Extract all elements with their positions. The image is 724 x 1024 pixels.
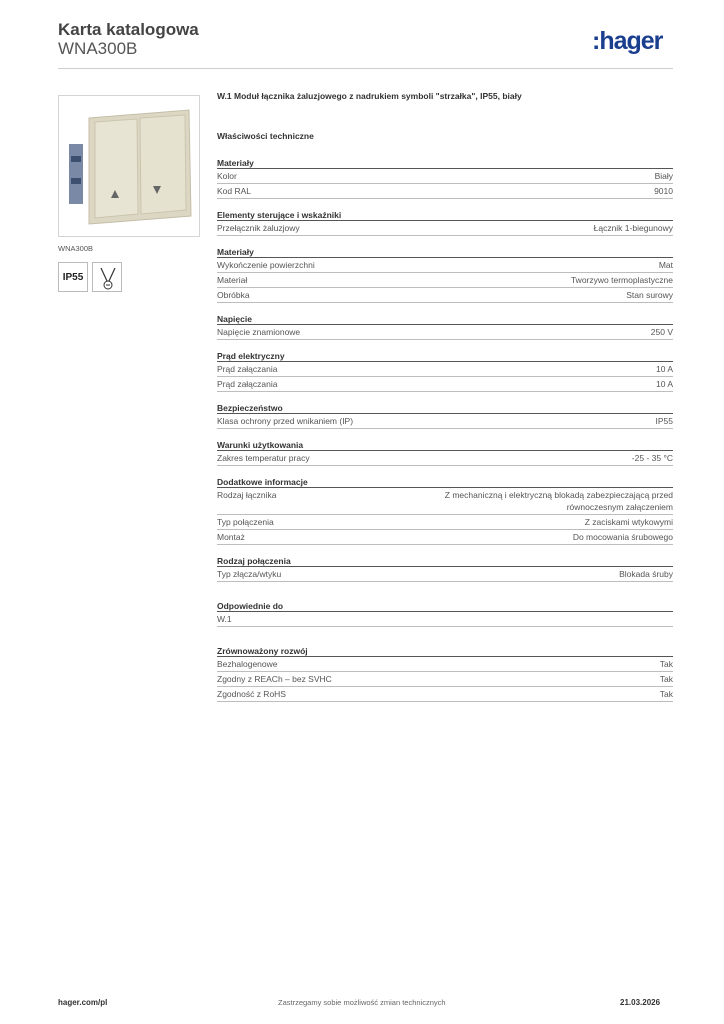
spec-label: Montaż bbox=[217, 532, 245, 542]
spec-group bbox=[217, 313, 673, 340]
spec-group bbox=[217, 600, 673, 627]
spec-row bbox=[217, 451, 673, 466]
spec-value: Do mocowania śrubowego bbox=[572, 532, 673, 542]
spec-group bbox=[217, 209, 673, 236]
document-title: Karta katalogowa bbox=[58, 20, 199, 39]
spec-group bbox=[217, 555, 673, 582]
spec-row bbox=[217, 221, 673, 236]
spec-group-title: Rodzaj połączenia bbox=[217, 555, 673, 567]
product-code: WNA300B bbox=[58, 39, 138, 58]
spec-label: Zgodność z RoHS bbox=[217, 689, 286, 699]
footer-website: hager.com/pl bbox=[58, 998, 108, 1007]
spec-group bbox=[217, 157, 673, 199]
product-image bbox=[58, 95, 200, 237]
spec-group-title: Elementy sterujące i wskaźniki bbox=[217, 209, 673, 221]
spec-value: IP55 bbox=[655, 416, 673, 426]
spec-row bbox=[217, 258, 673, 273]
spec-value: 10 A bbox=[655, 379, 673, 389]
spec-group-title: Prąd elektryczny bbox=[217, 350, 673, 362]
product-description: W.1 Moduł łącznika żaluzjowego z nadrukiem symboli "strzałka", IP55, biały bbox=[217, 91, 522, 101]
spec-row bbox=[217, 362, 673, 377]
spec-label: Prąd załączania bbox=[217, 364, 278, 374]
spec-value: Mat bbox=[658, 260, 673, 270]
spec-row bbox=[217, 515, 673, 530]
spec-group-title: Napięcie bbox=[217, 313, 673, 325]
spec-value: Łącznik 1-biegunowy bbox=[593, 223, 673, 233]
spec-row bbox=[217, 672, 673, 687]
spec-value: Z mechaniczną i elektryczną blokadą zabezpieczającą przed równoczesnym załączeniem bbox=[444, 490, 673, 512]
logo-text: :hager bbox=[592, 28, 663, 55]
spec-groups bbox=[217, 157, 673, 702]
spec-value: Blokada śruby bbox=[619, 569, 673, 579]
spec-label: Zakres temperatur pracy bbox=[217, 453, 310, 463]
hager-logo bbox=[592, 28, 674, 56]
spec-row bbox=[217, 657, 673, 672]
spec-row bbox=[217, 488, 673, 515]
image-caption: WNA300B bbox=[58, 244, 94, 253]
spec-row bbox=[217, 273, 673, 288]
header-divider bbox=[58, 68, 673, 69]
spec-group bbox=[217, 645, 673, 702]
spec-row bbox=[217, 184, 673, 199]
spec-group bbox=[217, 402, 673, 429]
spec-group-title: Zrównoważony rozwój bbox=[217, 645, 673, 657]
spec-row bbox=[217, 414, 673, 429]
spec-group bbox=[217, 476, 673, 545]
spec-row bbox=[217, 325, 673, 340]
spec-row bbox=[217, 377, 673, 392]
spec-value: 250 V bbox=[650, 327, 673, 337]
spec-group bbox=[217, 350, 673, 392]
spec-label: Bezhalogenowe bbox=[217, 659, 278, 669]
spec-group-title: Warunki użytkowania bbox=[217, 439, 673, 451]
spec-row bbox=[217, 288, 673, 303]
spec-group-title: Dodatkowe informacje bbox=[217, 476, 673, 488]
spec-value: Tak bbox=[659, 689, 673, 699]
spec-row bbox=[217, 169, 673, 184]
spec-label: Kod RAL bbox=[217, 186, 252, 196]
spec-label: Materiał bbox=[217, 275, 248, 285]
ip-rating-badge: IP55 bbox=[58, 262, 88, 292]
spec-value: Tak bbox=[659, 674, 673, 684]
section-heading: Właściwości techniczne bbox=[217, 131, 314, 141]
spec-label: Obróbka bbox=[217, 290, 250, 300]
spec-value: -25 - 35 °C bbox=[631, 453, 673, 463]
spec-group-title: Bezpieczeństwo bbox=[217, 402, 673, 414]
spec-label: Przełącznik żaluzjowy bbox=[217, 223, 300, 233]
spec-row bbox=[217, 687, 673, 702]
spec-group-title: Odpowiednie do bbox=[217, 600, 673, 612]
spec-group-title: Materiały bbox=[217, 157, 673, 169]
spec-value: Tworzywo termoplastyczne bbox=[570, 275, 673, 285]
screw-terminal-icon bbox=[92, 262, 122, 292]
spec-label: Typ połączenia bbox=[217, 517, 274, 527]
spec-label: Zgodny z REACh – bez SVHC bbox=[217, 674, 332, 684]
spec-value: Stan surowy bbox=[626, 290, 673, 300]
spec-label: Typ złącza/wtyku bbox=[217, 569, 282, 579]
spec-group-title: Materiały bbox=[217, 246, 673, 258]
spec-label: Napięcie znamionowe bbox=[217, 327, 301, 337]
spec-label: Klasa ochrony przed wnikaniem (IP) bbox=[217, 416, 354, 426]
spec-row bbox=[217, 612, 673, 627]
spec-value: Tak bbox=[659, 659, 673, 669]
footer-disclaimer: Zastrzegamy sobie możliwość zmian technicznych bbox=[278, 998, 446, 1007]
spec-label: W.1 bbox=[217, 614, 232, 624]
spec-label: Wykończenie powierzchni bbox=[217, 260, 315, 270]
spec-value: 9010 bbox=[654, 186, 673, 196]
spec-label: Kolor bbox=[217, 171, 237, 181]
spec-group bbox=[217, 246, 673, 303]
specification-content bbox=[217, 90, 673, 702]
spec-row bbox=[217, 530, 673, 545]
spec-row bbox=[217, 567, 673, 582]
spec-value: Z zaciskami wtykowymi bbox=[584, 517, 673, 527]
spec-value: Biały bbox=[654, 171, 673, 181]
spec-label: Prąd załączania bbox=[217, 379, 278, 389]
spec-label: Rodzaj łącznika bbox=[217, 490, 277, 500]
footer-date: 21.03.2026 bbox=[620, 998, 661, 1007]
spec-group bbox=[217, 439, 673, 466]
spec-value: 10 A bbox=[655, 364, 673, 374]
